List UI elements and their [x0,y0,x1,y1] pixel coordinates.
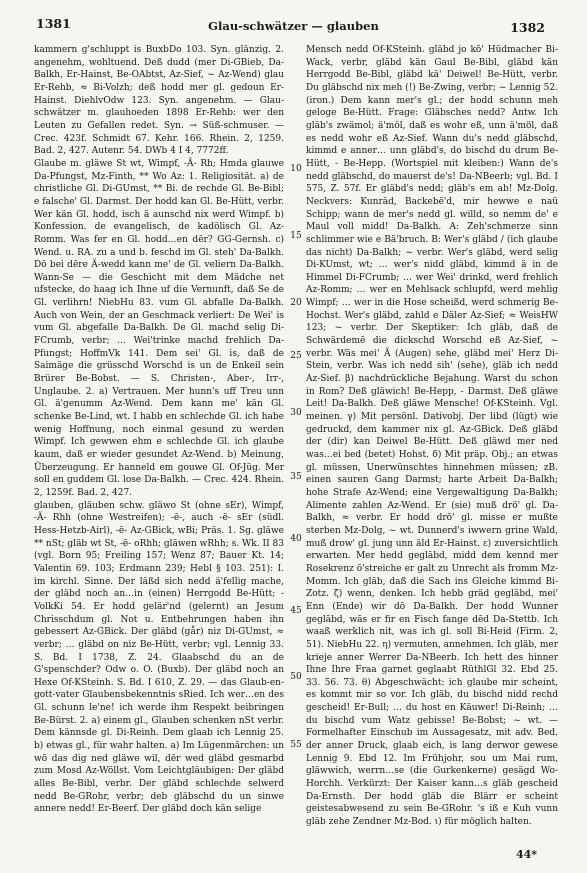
line-number: 25 [290,351,302,361]
running-head: Glau-schwätzer — glauben [208,19,379,33]
signature-mark: 44* [515,848,537,861]
line-number: 40 [290,534,302,544]
entry-paragraph: kammern g'schluppt is BuxbDo 103. Syn. glänzig. 2. angenehm, wohltuend. Deß dudd (mer Di-GBieb, Da-Balkh, Er-Hainst, Be-OAbtst, Az-Sief, ~ Az-Wend) glau Er-Rehb, ≈ Bi-Volzh; deß hodd mer gl. gedoun Er-Hainst. DiehlvOdw 123. Syn. angenehm. — Glau-schwätzer m. glauhoeden 1898 Er-Rehb: wer den Leuten zu Gefallen redet. Syn. → Süß-schmuser. — Crec. 423f. Schmidt 67. Kehr. 166. Rhein. 2, 1259. Bad. 2, 427. Autenr. 54. DWb 4 I 4, 7772ff. [34,45,284,157]
line-number: 35 [290,472,302,482]
line-number: 20 [290,298,302,308]
line-number: 15 [290,231,302,241]
line-number: 45 [290,606,302,616]
entry-paragraph: Mensch nedd Of-KSteinh. gläbd jo kō' Hüdmacher Bi-Wack, verbr, gläbd kän Gaul Be-Bibl, gläbd kän Herrgodd Be-Bibl, gläbd kä' Deiwel! Be-Hütt, verbr. Du gläbschd nix meh (!) Be-Zwing, verbr; ~ Lennig 52. (iron.) Dem kann mer's gl.; der hodd schunn meh geloge Be-Hütt. Frage: Gläbsches nedd? Antw. Ich gläb's zwämol; ä'möl, daß es wohr eß, unn ä'möl, daß es nedd wohr eß Az-Sief. Wann du's nedd gläbschd, kimmd e anner… unn gläbd's, do bischd du drum Be-Hütt, - Be-Hepp. (Wortspiel mit kleiben:) Wann de's nedd gläbschd, do mauerst de's! Da-NBeerb; vgl. Bd. I 575, Z. 57f. Er gläbd's nedd; gläb's em ab! Mz-Dolg. Neckvers: Kunrād, Backebē'd, mir hewwe e naū Schipp; wann de mer's nedd gl. willd, so nemm de' e Maul voll midd! Da-Balkh. A: Zeh'schmerze sinn schlimmer wie e Bä'bruch. B: Wer's gläbd / (ich glaube das nicht) Da-Balkh; ~ verbr. Wer's gläbd, werd selig Di-KUmst, wt; … wer's nidd gläbd, kimmd ä in de Himmel Di-FCrumb; … wer Wei' drinkd, werd frehlich Az-Romm; … wer en Mehlsack schlupfd, werd mehlig Wimpf; … wer in die Hose scheißd, werd schmerig Be-Hochst. Wer's gläbd, zahld e Däler Az-Sief; ≈ WeisHW 123; ~ verbr. Der Skeptiker: Ich gläb, daß de Schwärdemē die dickschd Worschd eß Az-Sief, ~ verbr. Wäs mei' Ä (Augen) sehe, gläbd mei' Herz Di-Stein, verbr. Was ich nedd sih' (sehe), gläb ich nedd Az-Sief. β) nachdrückliche Bejahung. Warst du schon in Rom? Deß gläwich! Be-Hepp, - Darmst. Deß gläwe Leit! Da-Balkh. Deß gläwe Mensche! Of-KSteinh. Vgl. meinen. γ) Mit persönl. Dativobj. Der libd (lügt) wie gedruckd, dem kammer nix gl. Az-GBick. Deß gläbd der (dir) kan Deiwel Be-Hütt. Deß gläwd mer ned was…ei bed (betet) Hohst. δ) Mit präp. Obj.; an etwas gl. müssen, Unerwünschtes hinnehmen müssen; zB. einen sauren Gang Darmst; harte Arbeit Da-Balkh; hohe Strafe Az-Wend; eine Vergewaltigung Da-Balkh; Alimente zahlen Az-Wend. Er (sie) muß drö' gl. Da-Balkh, ≈ verbr. Er hodd drō' gl. misse er mußte sterben Mz-Dolg, ~ wt. Dunnerd's iwwern grine Wald, muß drow' gl. jung unn äld Er-Hainst. ε) zuversichtlich erwarten. Mer hedd geglābd, midd dem kennd mer Rosekrenz ō'streiche er galt zu Unrecht als fromm Mz-Momm. Ich gläb, daß die Sach ins Gleiche kimmd Bi-Zotz. ζ) wenn, denken. Ich hebb gräd geglābd, mei' Enn (Ende) wir dō Da-Balkh. Der hodd Wunner geglābd, wās er fir en Fisch fange dēd Da-Stettb. Ich waaß werklich nit, was ich gl. soll Bi-Heid (Firm. 2, 51). NiebHu 22. η) vermuten, annehmen. Ich gläb, mer krieje anner Werrer Da-NBeerb. Ich hett des hinner Ihne Ihre Fraa garnet geglaabt RüthlGl 32. Ebd 25. 33. 56. 73. θ) Abgeschwächt: ich glaube mir scheint, es kommt mir so vor. Ich gläb, du bischd nidd rechd gescheid! Er-Bull; … du host en Käuwer! Di-Reinh; … du bischd vum Watz gebisse! Be-Bobst; ~ wt. — Formelhafter Einschub im Aussagesatz, mit adv. Bed. der anner Druck, glaab eich, is lang derwor gewese Lennig 9. Ebd 12. Im Frühjohr, sou um Mai rum, gläwwich, werrn…se (die Gurkenkerne) gesägd Wo-Horchh. Verkürzt: Der Kaiser kann…s gläb gescheid Da-Ernsth. Der hodd gläb die Blärr er scheint geistesabwesend zu sein Be-GRohr. 's iß e Kuh vunn gläb zehe Zendner Mz-Bod. ι) für möglich halten. [306,45,558,828]
page-number-left: 1381 [36,16,71,31]
entry-paragraph: glauben, gläuben schw. gläwo St (ohne sEr), Wimpf, -Ä- Rhh (ohne Westreifen); -ē-, auch -ē- sEr (südl. Hess-Hetzb-Airl), -ē- Az-GBick, wBi; Präs. 1. Sg. gläwe ** nSt; gläb wt St, -ē- oRhh; gläwen wRhh; s. Wk. II 83 (vgl. Born 95; Freiling 157; Wenz 87; Bauer Kt. 14; Valentin 69. 103; Erdmann 239; Hebl § 103. 251): I. im kirchl. Sinne. Der läßd sich nedd ä'fellig mache, der gläbd noch an…in (einen) Herrgodd Be-Hütt; - VolkKi 54. Er hodd gelär'nd (gelernt) an Jesum Chrisschdum gl. Not u. Entbehrungen haben ihn gebessert Az-GBick. Der gläbd (går) niz Di-GUmst, ≈ verbr; … gläbd on niz Be-Hütt, verbr; vgl. Lennig 33. S. Bd. I 1738, Z. 24. Glaabschd du an de G'spenschder? Odw o. O. (Buxb). Der gläbd noch an Hexe Of-KSteinh. S. Bd. I 610, Z. 29. — das Glaub-en-gott-vater Glaubensbekenntnis sRied. Ich wer…en des Gl. schunn le'ne! ich werde ihm Respekt beibringen Be-Bürst. 2. a) einem gl., Glauben schenken nSt verbr. Dem kännsde gl. Di-Reinh. Dem glaab ich Lennig 25. b) etwas gl., für wahr halten. a) Im Lügenmärchen: un wō das dig ned gläwe wil, dēr wed gläbd gesmarbd zum Mosd Az-Wöllst. Vom Leichtgläubigen: Der gläbd alles Be-Bibl, verbr. Der gläbd schlechde selwerd nedd Be-GRohr, verbr; deb gläbschd du un sinwe annere nedd! Er-Beerf. Der gläbd doch kän selige [34,500,284,815]
line-number: 55 [290,740,302,750]
line-number: 50 [290,672,302,682]
page-header [0,0,587,42]
entry-paragraph: Glaube m. gläwe St wt, Wimpf, -Ä- Rh; Hmda glauwe Da-Pfungst, Mz-Finth, ** Wo Az: 1. Religiosität. a) de christliche Gl. Di-GUmst, ** Bi. de rechde Gl. Be-Bibl; e falsche' Gl. Darmst. Der hodd kan Gl. Be-Hütt, verbr. Wer kän Gl. hodd, isch ä aunschd nix werd Wimpf. b) Konfession. de evangelisch, de kadölisch Gl. Az-Romm. Was fer en Gl. hodd…en dēr? GG-Gernsh. c) Wend. u. RA. zu a und b. feschd im Gl. steh' Da-Balkh. Dō bei dēre Ä-wedd kann me' de Gl. veliern Da-Balkh. Wann-Se — die Geschicht mit dem Mädche net ufstecke, do haag ich Ihne uf die Vernunft, daß Se de Gl. verlihrn! NiebHu 83. vum Gl. abfalle Da-Balkh. Auch von Wein, der an Geschmack verliert: De Wei' is vum Gl. abgefalle Da-Balkh. De Gl. machd selig Di-FCrumb, verbr; … Wei'trinke machd frehlich Da-Pfungst; HoffmVk 141. Dem sei' Gl. is, daß de Saimäge die grüsschd Worschd is un de Enkeil sein Brürer Be-Bobst. — S. Christen-, Aber-, Irr-, Unglaube. 2. a) Vertrauen. Mer hunn's uff Treu unn Gl. ä'genumm Az-Wend. Dem kann me' kän Gl. schenke Be-Lind, wt. I habb en schlechde Gl. ich habe wenig Hoffnung, noch einmal gesund zu werden Wimpf. Ich gewwen ehm e schlechde Gl. ich glaube kaum, daß er wieder gesundet Az-Wend. b) Meinung, Überzeugung. Er hanneld em gouwe Gl. Of-Jüg. Mer soll en guddem Gl. lose Da-Balkh. — Crec. 424. Rhein. 2, 1259f. Bad. 2, 427. [34,158,284,498]
right-column [306,44,558,829]
line-number: 30 [290,408,302,418]
left-column [34,44,284,816]
line-number: 10 [290,164,302,174]
page-number-right: 1382 [510,20,545,35]
